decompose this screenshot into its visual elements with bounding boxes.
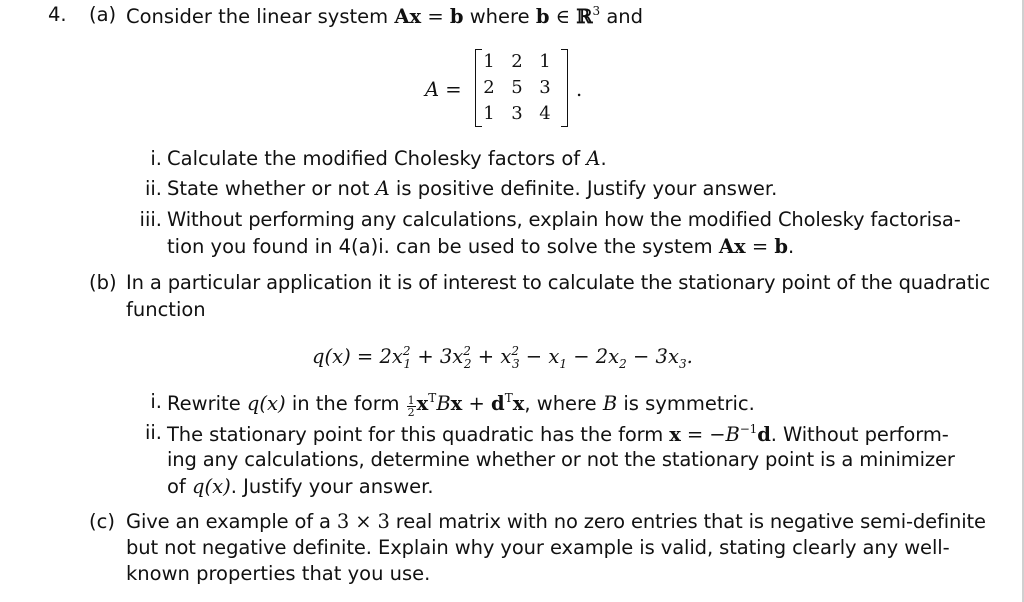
eq-sub: 3 <box>678 357 687 371</box>
eq-term: 3x <box>439 345 464 368</box>
math-x-bold: x <box>512 392 525 415</box>
item-a-iii-period: . <box>788 235 795 258</box>
eq-term: 3x <box>655 345 679 368</box>
math-x-bold: x <box>409 5 422 28</box>
item-a-iii-line2 <box>167 237 794 257</box>
math-d-bold: d <box>491 392 505 415</box>
math-element-of: ∈ <box>555 5 571 28</box>
math-q-of-x: q(x) <box>192 475 231 498</box>
fraction-numerator: 1 <box>407 394 415 407</box>
item-b-i-label: i. <box>150 390 162 413</box>
eq-lhs: q(x) = <box>312 345 374 368</box>
eq-term: x <box>548 345 560 368</box>
matrix-cell: 3 <box>539 77 551 98</box>
eq-sub: 2 <box>619 357 627 371</box>
math-x-bold: x <box>416 392 429 415</box>
part-a-intro <box>126 5 643 27</box>
item-a-ii-text <box>167 179 777 199</box>
math-A: A <box>375 177 390 200</box>
part-c-line3: known properties that you use. <box>126 562 431 585</box>
matrix-cell: 3 <box>511 103 523 124</box>
item-a-i-text <box>167 149 607 169</box>
math-A-bold: A <box>394 5 410 28</box>
matrix-period: . <box>576 78 583 101</box>
part-b-label: (b) <box>89 271 117 294</box>
math-inverse: −1 <box>739 422 758 436</box>
eq-sup: 2 <box>402 344 411 358</box>
math-fraction-half <box>407 395 416 418</box>
math-d-bold: d <box>757 423 771 446</box>
part-a-label: (a) <box>89 3 117 26</box>
item-b-ii-line3 <box>167 477 434 497</box>
item-b-ii-line2: ing any calculations, determine whether or not the stationary point is a minimizer <box>167 448 955 471</box>
math-A-bold: A <box>718 235 734 258</box>
math-transpose: T <box>504 391 513 405</box>
math-x-bold: x <box>669 423 681 446</box>
matrix-cell: 5 <box>511 77 523 98</box>
eq-term: 2x <box>595 345 620 368</box>
item-b-ii-line3-rest: . Justify your answer. <box>230 475 434 498</box>
item-a-i-period: . <box>600 147 607 170</box>
quadratic-equation <box>312 345 693 370</box>
eq-term: x <box>500 345 512 368</box>
matrix-cell: 1 <box>539 51 551 72</box>
eq-sub: 1 <box>403 357 412 371</box>
item-a-i-text-body: Calculate the modified Cholesky factors of <box>167 147 581 170</box>
matrix-right-bracket <box>561 49 568 127</box>
math-equals: = <box>427 5 444 28</box>
math-B: B <box>602 392 618 415</box>
part-c-label: (c) <box>89 510 115 533</box>
math-x-bold: x <box>733 235 746 258</box>
item-a-ii-label: ii. <box>144 177 162 200</box>
part-a-intro-text: Consider the linear system <box>126 5 389 28</box>
math-b-bold-2: b <box>535 5 550 28</box>
matrix-cell: 1 <box>483 103 495 124</box>
item-a-iii-label: iii. <box>139 208 162 231</box>
math-b-bold: b <box>449 5 464 28</box>
item-b-ii-label: ii. <box>144 421 162 444</box>
eq-op: + <box>417 345 434 368</box>
math-real-set: ℝ <box>576 5 593 28</box>
math-neg-B: = −B <box>686 423 740 446</box>
question-number: 4. <box>48 3 67 26</box>
math-B: B <box>436 392 451 415</box>
eq-sub: 2 <box>463 357 472 371</box>
math-A: A <box>586 147 601 170</box>
eq-term: 2x <box>379 345 403 368</box>
eq-op: − <box>573 345 590 368</box>
math-real-set-exponent: 3 <box>592 4 601 18</box>
math-x-bold: x <box>450 392 463 415</box>
part-b-line1: In a particular application it is of interest to calculate the stationary point of the quadratic <box>126 271 991 294</box>
item-a-i-label: i. <box>150 147 162 170</box>
item-a-iii-line1: Without performing any calculations, explain how the modified Cholesky factorisa- <box>167 208 961 231</box>
item-b-ii-line3-of: of <box>167 475 186 498</box>
part-c-line1-rest: real matrix with no zero entries that is negative semi-definite <box>395 510 986 533</box>
eq-op: + <box>477 345 495 368</box>
item-b-i-text-rest: is symmetric. <box>623 392 755 415</box>
matrix-cell: 4 <box>539 103 551 124</box>
part-c-line1-text: Give an example of a <box>126 510 331 533</box>
eq-sup: 2 <box>511 344 519 358</box>
math-plus: + <box>468 392 485 415</box>
eq-sub: 3 <box>511 357 520 371</box>
part-a-where: where <box>469 5 530 28</box>
item-b-ii-line1-rest: . Without perform- <box>770 423 949 446</box>
item-b-ii-line1-text: The stationary point for this quadratic has the form <box>167 423 664 446</box>
item-b-ii-line1 <box>167 423 949 445</box>
item-a-ii-text-rest: is positive definite. Justify your answer. <box>395 177 778 200</box>
eq-sub: 1 <box>559 357 567 371</box>
part-c-line2: but not negative definite. Explain why your example is valid, stating clearly any well- <box>126 536 950 559</box>
math-q-of-x: q(x) <box>246 392 286 415</box>
eq-end: . <box>686 345 693 368</box>
matrix-cell: 1 <box>483 51 495 72</box>
part-c-line1 <box>126 512 986 532</box>
math-dims: 3 × 3 <box>336 510 390 533</box>
eq-op: − <box>525 345 543 368</box>
item-a-iii-line2-text: tion you found in 4(a)i. can be used to solve the system <box>167 235 713 258</box>
fraction-denominator: 2 <box>407 406 415 419</box>
part-a-and: and <box>606 5 644 28</box>
item-b-i-text-body: Rewrite <box>167 392 241 415</box>
math-transpose: T <box>428 391 437 405</box>
item-b-i-where: , where <box>524 392 597 415</box>
eq-sup: 2 <box>463 344 471 358</box>
matrix-cell: 2 <box>511 51 523 72</box>
item-b-i-text <box>167 392 755 418</box>
matrix-cell: 2 <box>483 77 495 98</box>
eq-op: − <box>632 345 650 368</box>
item-a-ii-text-body: State whether or not <box>167 177 370 200</box>
item-b-i-form-text: in the form <box>291 392 400 415</box>
matrix-A-label: A = <box>425 78 462 101</box>
math-b-bold: b <box>774 235 789 258</box>
part-b-line2: function <box>126 298 206 321</box>
math-equals: = <box>751 235 769 258</box>
